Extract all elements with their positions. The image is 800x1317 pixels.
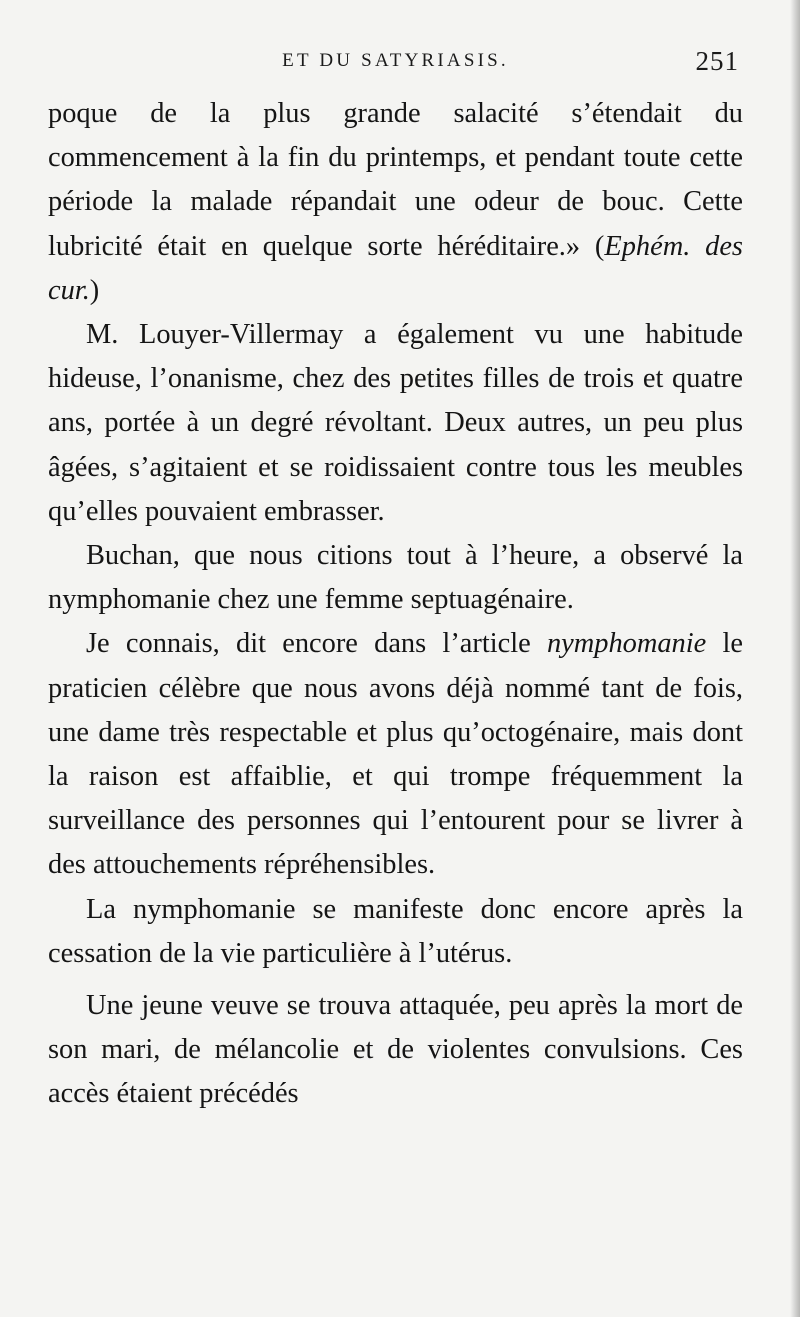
paragraph-3: Buchan, que nous citions tout à l’heure, a observé la nymphomanie chez une femme septuagénaire.	[48, 540, 743, 616]
paragraph-4-lead: Je connais, dit encore dans l’article	[86, 628, 547, 660]
paragraph-1	[48, 92, 743, 313]
term-nymphomanie: nymphomanie	[546, 628, 707, 660]
paragraph-5: La nymphomanie se manifeste donc encore après la cessation de la vie particulière à l’utérus.	[48, 893, 743, 969]
paragraph-4-text: le praticien célèbre que nous avons déjà nommé tant de fois, une dame très respectable et plus qu’octogénaire, mais dont la raison est affaiblie, et qui trompe fréquemment la surveillance des personnes qui l’entourent pour se livrer à des attouchements répréhensibles.	[48, 628, 743, 881]
running-head: ET DU SATYRIASIS.	[282, 50, 509, 71]
page-header	[48, 46, 743, 80]
page-number: 251	[695, 46, 739, 76]
paragraph-1-close: )	[89, 274, 100, 306]
paragraph-6: Une jeune veuve se trouva attaquée, peu après la mort de son mari, de mélancolie et de violentes convulsions. Ces accès étaient précédés	[48, 990, 743, 1110]
citation-ephemerides: Ephém. des cur.	[48, 230, 743, 306]
paragraph-4	[48, 622, 743, 887]
paragraph-2: M. Louyer-Villermay a également vu une habitude hideuse, l’onanisme, chez des petites filles de trois et quatre ans, portée à un degré révoltant. Deux autres, un peu plus âgées, s’agitaient et se roidissaient contre tous les meubles qu’elles pouvaient embrasser.	[48, 319, 743, 527]
paragraph-1-text: poque de la plus grande salacité s’étendait du commencement à la fin du printemps, et pendant toute cette période la malade répandait une odeur de bouc. Cette lubricité était en quelque sorte héréditaire.» (	[48, 98, 743, 262]
body-text	[48, 92, 743, 1117]
